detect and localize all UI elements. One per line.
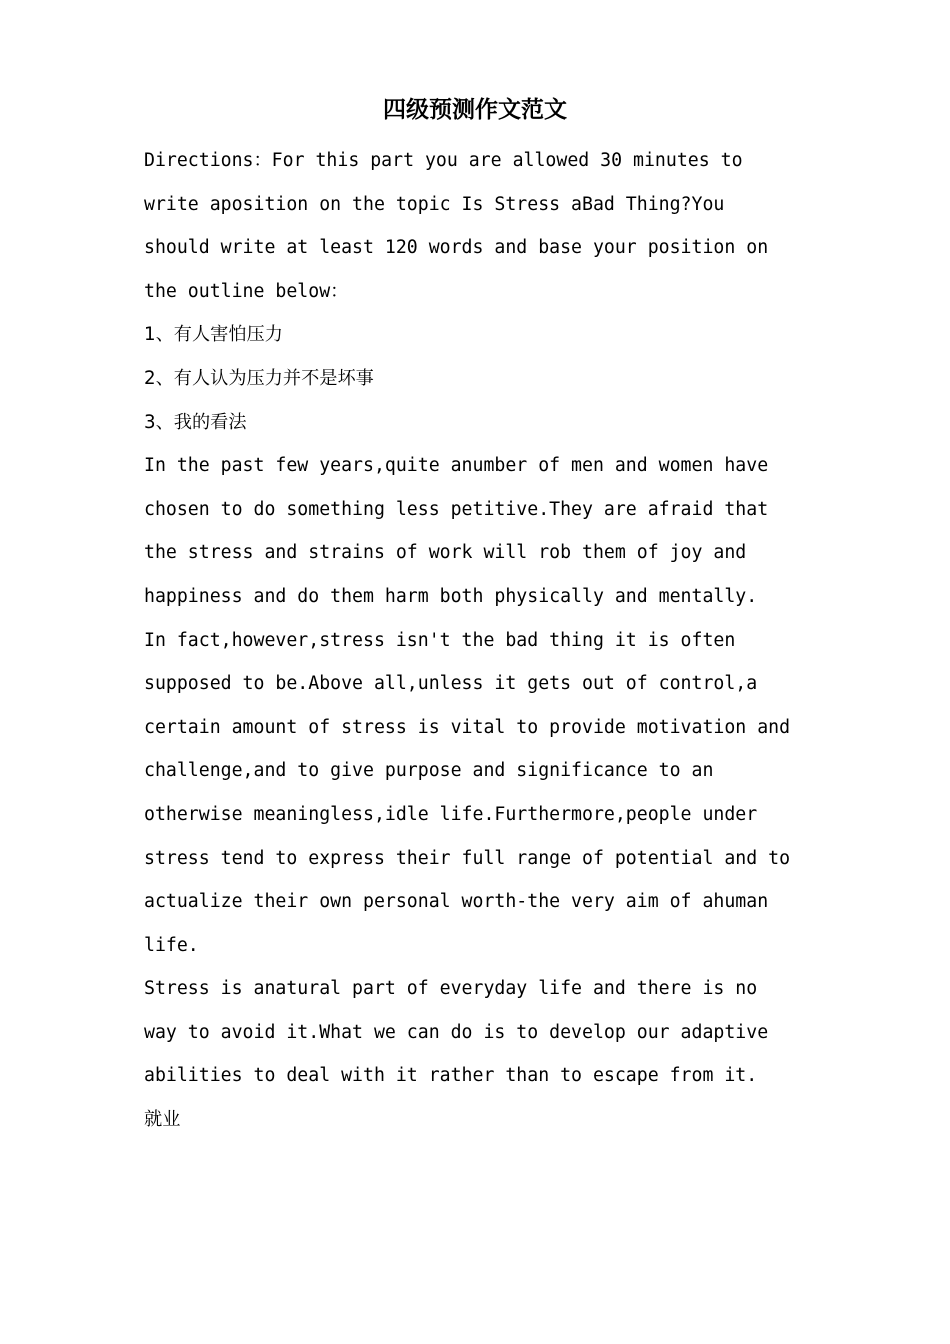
body-line: certain amount of stress is vital to provide motivation and bbox=[144, 716, 791, 738]
body-line: Stress is anatural part of everyday life and there is no bbox=[144, 978, 758, 1000]
outline-item-3: 3、我的看法 bbox=[144, 411, 247, 433]
document-body bbox=[144, 139, 824, 1142]
body-line: supposed to be.Above all,unless it gets out of control,a bbox=[144, 673, 758, 695]
body-line: the stress and strains of work will rob them of joy and bbox=[144, 542, 747, 564]
body-line: In fact,however,stress isn't the bad thing it is often bbox=[144, 629, 736, 651]
body-line: the outline below： bbox=[144, 280, 349, 302]
body-line: life. bbox=[144, 934, 199, 956]
body-line: stress tend to express their full range of potential and to bbox=[144, 847, 791, 869]
body-line: otherwise meaningless,idle life.Furthermore,people under bbox=[144, 803, 758, 825]
outline-item-2: 2、有人认为压力并不是坏事 bbox=[144, 367, 374, 389]
outline-item-1: 1、有人害怕压力 bbox=[144, 324, 283, 346]
body-line: challenge,and to give purpose and significance to an bbox=[144, 760, 714, 782]
body-line: actualize their own personal worth-the very aim of ahuman bbox=[144, 891, 769, 913]
body-line: way to avoid it.What we can do is to develop our adaptive bbox=[144, 1021, 769, 1043]
section-heading: 就业 bbox=[144, 1109, 181, 1131]
document-title: 四级预测作文范文 bbox=[383, 97, 567, 123]
body-line: write aposition on the topic Is Stress aBad Thing?You bbox=[144, 193, 725, 215]
body-line: chosen to do something less petitive.They are afraid that bbox=[144, 498, 769, 520]
body-line: abilities to deal with it rather than to escape from it. bbox=[144, 1065, 758, 1087]
body-line: Directions：For this part you are allowed 30 minutes to bbox=[144, 150, 743, 171]
body-line: should write at least 120 words and base your position on bbox=[144, 237, 769, 259]
body-line: happiness and do them harm both physically and mentally. bbox=[144, 585, 758, 607]
body-line: In the past few years,quite anumber of men and women have bbox=[144, 455, 769, 477]
